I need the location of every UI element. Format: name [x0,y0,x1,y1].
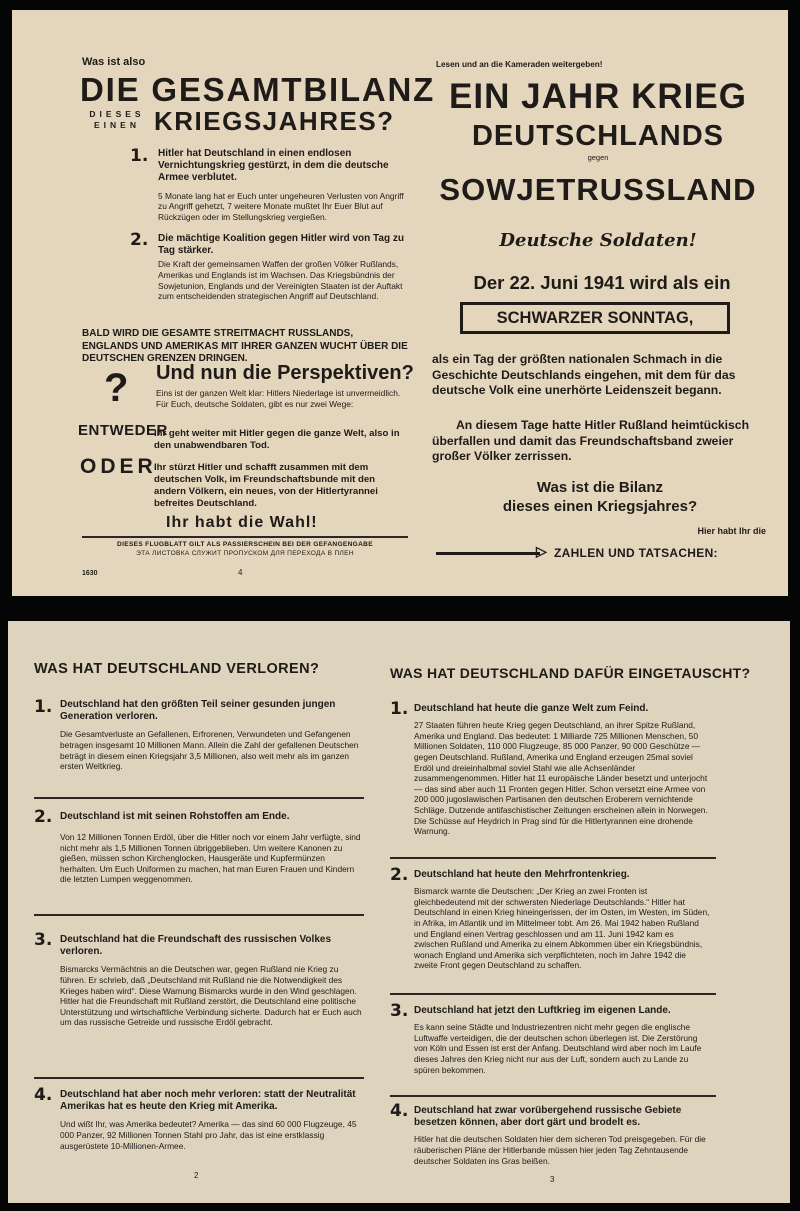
bilanz-question-line1: Was ist die Bilanz [536,479,664,496]
right-paragraph-1: als ein Tag der größten nationalen Schmach in die Geschichte Deutschlands eingehen, mit dem für das deutsche Volk eine unerhörte Leidenszeit begann. [432,352,736,398]
gain-3 [414,1005,710,1075]
point-2-number: 2. [130,230,149,250]
loss-4-text: Und wißt Ihr, was Amerika bedeutet? Amerika — das sind 60 000 Flugzeuge, 45 000 Panzer, 92 Millionen Tonnen Stahl pro Jahr, das ist eine erstklassig ausgerüstete 10-Millionen-Armee. [60,1119,357,1151]
title-gegen: gegen [587,153,609,162]
page-number-3: 3 [550,1175,555,1184]
arrow-shaft [436,552,540,555]
loss-4-number: 4. [34,1085,53,1105]
bilanz-question-line2: dieses einen Kriegsjahres? [502,498,698,515]
perspective-text: Eins ist der ganzen Welt klar: Hitlers Niederlage ist unvermeidlich. Für Euch, deutsche Soldaten, gibt es nur zwei Wege: [156,388,401,409]
gain-4-number: 4. [390,1101,409,1121]
option-1-label: ENTWEDER [78,422,168,439]
title-line1: EIN JAHR KRIEG [449,77,747,116]
black-sunday-box [460,302,730,334]
gain-3-number: 3. [390,1001,409,1021]
choice-text: Ihr habt die Wahl! [166,514,318,531]
left-heading: WAS HAT DEUTSCHLAND VERLOREN? [34,661,320,677]
left-kicker: Was ist also [82,56,146,68]
gain-2-text: Bismarck warnte die Deutschen: „Der Krieg an zwei Fronten ist gleichbedeutend mit der schwersten Niederlage Deutschlands.“ Hitler hat Deutschland in einen Krieg hineingerissen, der im Osten, im Westen, im Süden, in Afrika, im Atlantik und im Mittelmeer tobt. Am 26. Mai 1942 haben Rußland und England einen Vertrag geschlossen und am 11. Juni 1942 kam es zwischen Rußland und Amerika zu einem Abkommen über ein Kriegsbündnis, wonach England und Amerika sich verpflichteten, noch im Jahre 1942 die zweite Front gegen Deutschland zu schaffen. [414,886,710,971]
arrow-head-icon: ▷ [536,543,547,559]
warning-text: BALD WIRD DIE GESAMTE STREITMACHT RUSSLANDS, ENGLANDS UND AMERIKAS MIT IHRER GANZEN WUCHT ÜBER DIE DEUTSCHEN GRENZEN DRINGEN. [82,328,408,364]
black-sunday-text: SCHWARZER SONNTAG, [496,309,694,327]
point-2-detail: Die Kraft der gemeinsamen Waffen der großen Völker Rußlands, Amerikas und Englands ist im Wachsen. Das Kriegsbündnis der Sowjetunion, Englands und der Vereinigten Staaten ist der Auftakt zum entscheidenden strategischen Angriff auf Deutschland. [158,259,403,302]
loss-divider-2 [34,914,364,916]
option-2-text: Ihr stürzt Hitler und schafft zusammen mit dem deutschen Volk, im Freundschaftsbunde mit den andern Völkern, ein neues, von der Hitlertyrannei befreites Deutschland. [154,462,378,509]
passierschein-german: DIESES FLUGBLATT GILT ALS PASSIERSCHEIN BEI DER GEFANGENGABE [117,541,373,548]
loss-2-head: Deutschland ist mit seinen Rohstoffen am Ende. [60,811,290,822]
leaflet-inner-sheet [8,621,790,1203]
gain-1-text: 27 Staaten führen heute Krieg gegen Deutschland, an ihrer Spitze Rußland, Amerika und England. Das bedeutet: 1 Milliarde 725 Millionen Menschen, 50 Millionen Soldaten, 110 000 Flugzeuge, 85 000 Panzer, 90 000 Geschütze — gegen Deutschland. Rußland, Amerika und England erzeugen 25mal soviel Erdöl und dreieinhalbmal soviel Stahl wie alle Achsenländer zusammengenommen. Hitler hat 11 europäische Länder besetzt und unterjocht — das sind aber auch 11 Fronten gegen Hitler. Schon versetzt eine Armee von 200 000 jugoslawischen Partisanen den deutschen Eroberern vernichtende Schläge. Dutzende antifaschistischer Zeitungen erscheinen allein in Norwegen. Die Schüsse auf Heydrich in Prag sind für die Hitlertyrannen eine drohende Warnung. [414,720,708,837]
gain-divider-3 [390,1095,716,1097]
loss-divider-1 [34,797,364,799]
gain-2-number: 2. [390,865,409,885]
loss-divider-3 [34,1077,364,1079]
loss-4-head: Deutschland hat aber noch mehr verloren: statt der Neutralität Amerikas hat es heute den Krieg mit Amerika. [60,1089,356,1113]
gain-4 [414,1105,710,1166]
option-2-label: ODER [80,455,157,478]
loss-3-number: 3. [34,930,53,950]
loss-3 [60,934,362,1028]
loss-1 [60,699,362,772]
headline-small-2: EINEN [94,120,140,130]
loss-4 [60,1089,362,1151]
headline-line2: KRIEGSJAHRES? [154,106,395,136]
loss-2 [60,811,362,823]
right-kicker: Lesen und an die Kameraden weitergeben! [436,60,603,69]
option-1-text: Ihr geht weiter mit Hitler gegen die ganze Welt, also in den unabwendbaren Tod. [154,428,400,451]
arrow-text: ZAHLEN UND TATSACHEN: [554,546,718,560]
loss-2-number: 2. [34,807,53,827]
gain-1-head: Deutschland hat heute die ganze Welt zum Feind. [414,703,649,714]
gain-4-head: Deutschland hat zwar vorübergehend russische Gebiete besetzen können, aber dort gärt und brodelt es. [414,1105,682,1129]
gain-3-text: Es kann seine Städte und Industriezentren nicht mehr gegen die englische Luftwaffe verteidigen, die der deutschen schon überlegen ist. Die Zerstörung von Köln und Essen ist erst der Anfang. Deutschland wird aber noch im Laufe dieses Jahres den Krieg nicht nur aus der Luft, sondern auch zu Lande zu spüren bekommen. [414,1022,702,1075]
loss-1-head: Deutschland hat den größten Teil seiner gesunden jungen Generation verloren. [60,699,336,723]
point-1-detail: 5 Monate lang hat er Euch unter ungeheuren Verlusten von Angriff zu Angriff gehetzt, 7 weitere Monate mußtet Ihr Euer Blut auf Rückzügen oder im Stellungskrieg vergießen. [158,190,404,222]
loss-3-text: Bismarcks Vermächtnis an die Deutschen war, gegen Rußland nie Krieg zu führen. Er schrieb, daß „Deutschland mit Rußland nie die Notwendigkeit des Krieges haben wird“. Diese Warnung Bismarcks wurde in den Wind geschlagen. Hitler hat die Freundschaft mit Rußland zerstört, die Deutschland eine politische Unterstützung und wirtschaftliche Verbindung sicherte. Dadurch hat er Euch auch um das russische Getreide und russische Erdöl gebracht. [60,964,362,1028]
address-line: Deutsche Soldaten! [499,230,697,251]
question-mark: ? [104,366,129,410]
gain-1-number: 1. [390,699,409,719]
hier-habt-ihr: Hier habt Ihr die [697,526,766,536]
loss-2-text: Von 12 Millionen Tonnen Erdöl, über die Hitler noch vor einem Jahr verfügte, sind nicht mehr als 1,5 Millionen Tonnen übriggeblieben. Um weitere Kanonen zu gießen, müssen schon Kirchenglocken, Hausgeräte und Kupfermünzen herhalten. Um Euch Uniformen zu machen, hat man Euren Frauen und Kindern die letzten Lumpen weggenommen. [60,832,361,885]
gain-divider-2 [390,993,716,995]
point-1-number: 1. [130,146,149,166]
perspective-title: Und nun die Perspektiven? [156,362,414,384]
right-heading: WAS HAT DEUTSCHLAND DAFÜR EINGETAUSCHT? [390,665,751,681]
gain-4-text: Hitler hat die deutschen Soldaten hier dem sicheren Tod preisgegeben. Für die räuberischen Pläne der Hitlerbande müssen hier jeden Tag Zehntausende deutscher Soldaten ins Gras beißen. [414,1134,706,1166]
leaflet-front-sheet [12,10,788,596]
right-paragraph-2: An diesem Tage hatte Hitler Rußland heimtückisch überfallen und damit das Freundschaftsband zweier großer Völker zerrissen. [432,418,750,464]
point-1 [158,148,408,222]
headline-small-1: DIESES [89,109,145,119]
headline-line1: DIE GESAMTBILANZ [80,71,436,108]
title-line2: DEUTSCHLANDS [471,120,725,152]
gain-2 [414,869,710,971]
loss-1-text: Die Gesamtverluste an Gefallenen, Erfrorenen, Verwundeten und Gefangenen betragen insgesamt 10 Millionen Mann. Allein die Zahl der gefallenen Deutschen beträgt in diesem einen Kriegsjahr 3,5 Millionen, also weit mehr als im ganzen ersten Weltkrieg. [60,729,359,772]
gain-divider-1 [390,857,716,859]
gain-2-head: Deutschland hat heute den Mehrfrontenkrieg. [414,869,630,880]
gain-3-head: Deutschland hat jetzt den Luftkrieg im eigenen Lande. [414,1005,671,1016]
bilanz-question [432,478,768,516]
passierschein-russian: ЭТА ЛИСТОВКА СЛУЖИТ ПРОПУСКОМ ДЛЯ ПЕРЕХОДА В ПЛЕН [136,550,354,557]
title-line3: SOWJETRUSSLAND [439,172,757,207]
point-2 [158,233,408,302]
point-2-lead: Die mächtige Koalition gegen Hitler wird von Tag zu Tag stärker. [158,233,404,257]
loss-3-head: Deutschland hat die Freundschaft des russischen Volkes verloren. [60,934,332,958]
divider-rule [82,536,408,538]
gain-1 [414,703,710,837]
page-number-2: 2 [194,1171,199,1180]
date-line: Der 22. Juni 1941 wird als ein [473,272,731,293]
loss-1-number: 1. [34,697,53,717]
leaflet-code: 1630 [82,570,98,577]
point-1-lead: Hitler hat Deutschland in einen endlosen Vernichtungskrieg gestürzt, in dem die deutsche Armee verblutet. [158,148,389,184]
page-number-4: 4 [238,568,243,577]
